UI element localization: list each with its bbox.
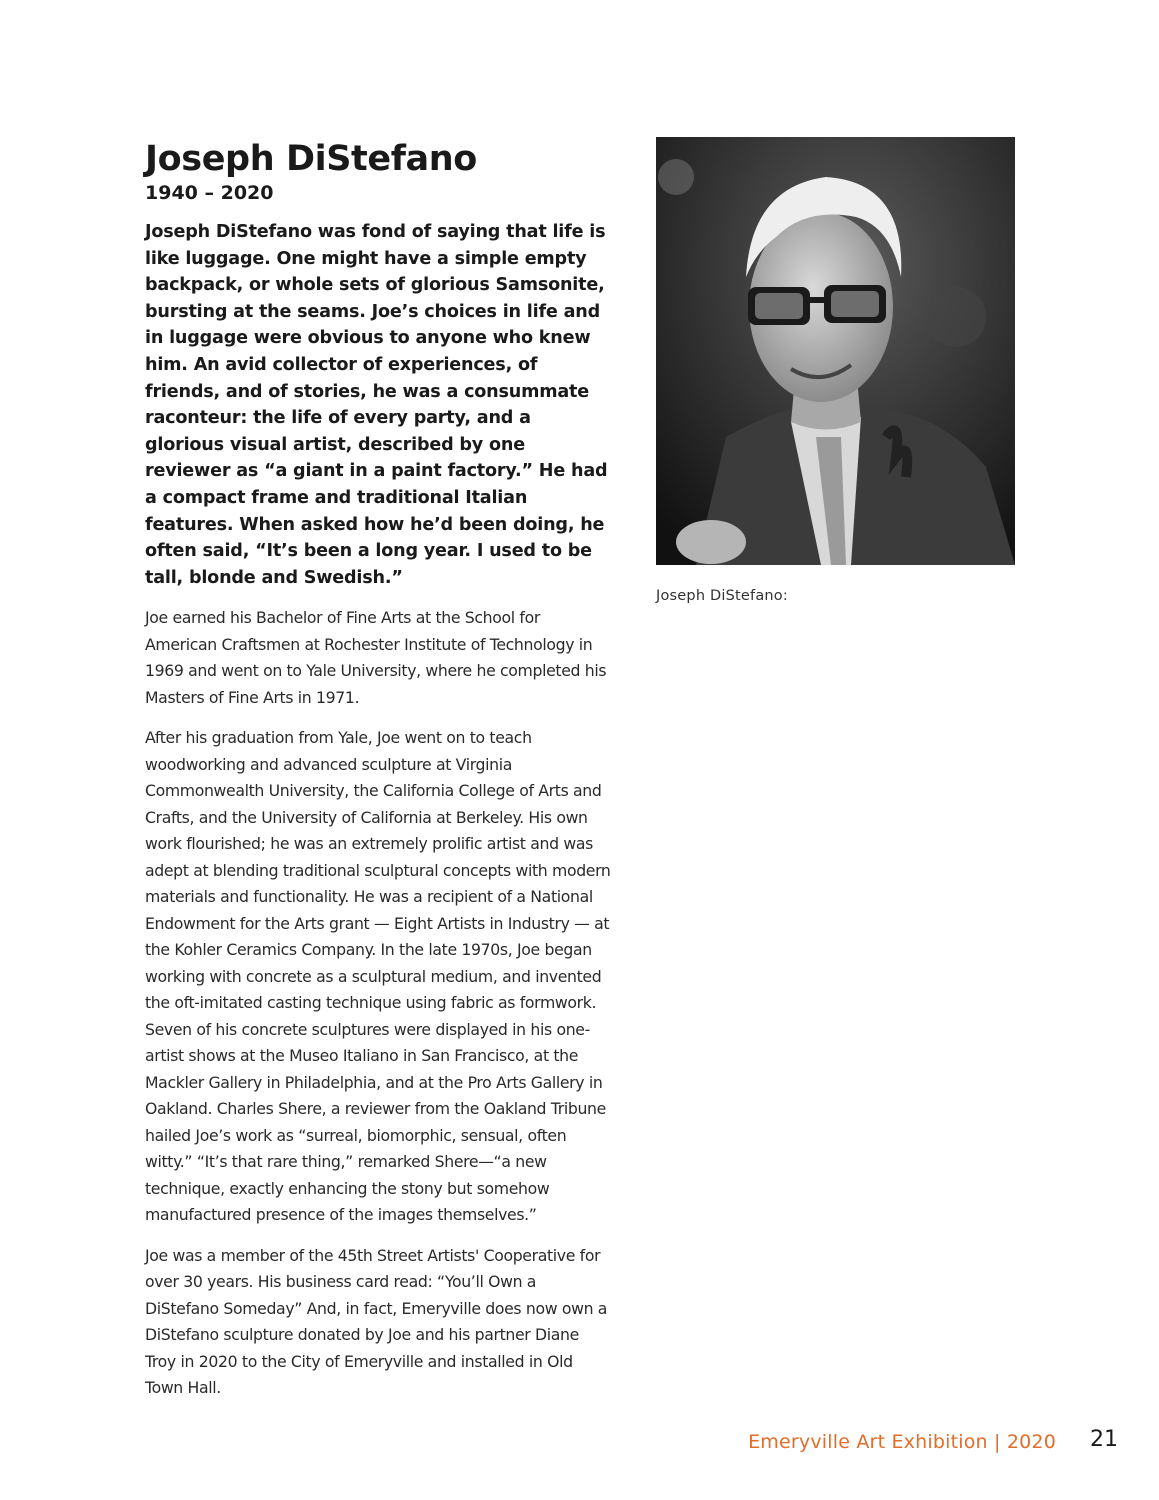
article-column bbox=[145, 138, 613, 1402]
career-paragraph: After his graduation from Yale, Joe went on to teach woodworking and advanced sculpture at Virginia Commonwealth University, the California College of Arts and Crafts, and the University of California at Berkeley. His own work flourished; he was an extremely prolific artist and was adept at blending traditional sculptural concepts with modern materials and functionality. He was a recipient of a National Endowment for the Arts grant — Eight Artists in Industry — at the Kohler Ceramics Company. In the late 1970s, Joe began working with concrete as a sculptural medium, and invented the oft-imitated casting technique using fabric as formwork. Seven of his concrete sculptures were displayed in his one-artist shows at the Museo Italiano in San Francisco, at the Mackler Gallery in Philadelphia, and at the Pro Arts Gallery in Oakland. Charles Shere, a reviewer from the Oakland Tribune hailed Joe’s work as “surreal, biomorphic, sensual, often witty.” “It’s that rare thing,” remarked Shere—“a new technique, exactly enhancing the stony but somehow manufactured presence of the images themselves.” bbox=[145, 728, 611, 1225]
photo-caption: Joseph DiStefano: bbox=[656, 588, 788, 604]
artist-dates: 1940 – 2020 bbox=[145, 182, 274, 204]
artist-portrait-photo bbox=[656, 137, 1015, 565]
lead-paragraph: Joseph DiStefano was fond of saying that life is like luggage. One might have a simple empty backpack, or whole sets of glorious Samsonite, bursting at the seams. Joe’s choices in life and in luggage were obvious to anyone who knew him. An avid collector of experiences, of friends, and of stories, he was a consummate raconteur: the life of every party, and a glorious visual artist, described by one reviewer as “a giant in a paint factory.” He had a compact frame and traditional Italian features. When asked how he’d been doing, he often said, “It’s been a long year. I used to be tall, blonde and Swedish.” bbox=[145, 222, 608, 588]
artist-name: Joseph DiStefano bbox=[145, 139, 477, 179]
footer-publication-title: Emeryville Art Exhibition | 2020 bbox=[748, 1431, 1056, 1453]
page-number: 21 bbox=[1090, 1427, 1118, 1452]
education-paragraph: Joe earned his Bachelor of Fine Arts at the School for American Craftsmen at Rochester Institute of Technology in 1969 and went on to Yale University, where he completed his Masters of Fine Arts in 1971. bbox=[145, 608, 607, 707]
legacy-paragraph: Joe was a member of the 45th Street Artists' Cooperative for over 30 years. His business card read: “You’ll Own a DiStefano Someday” And, in fact, Emeryville does now own a DiStefano sculpture donated by Joe and his partner Diane Troy in 2020 to the City of Emeryville and installed in Old Town Hall. bbox=[145, 1245, 608, 1398]
